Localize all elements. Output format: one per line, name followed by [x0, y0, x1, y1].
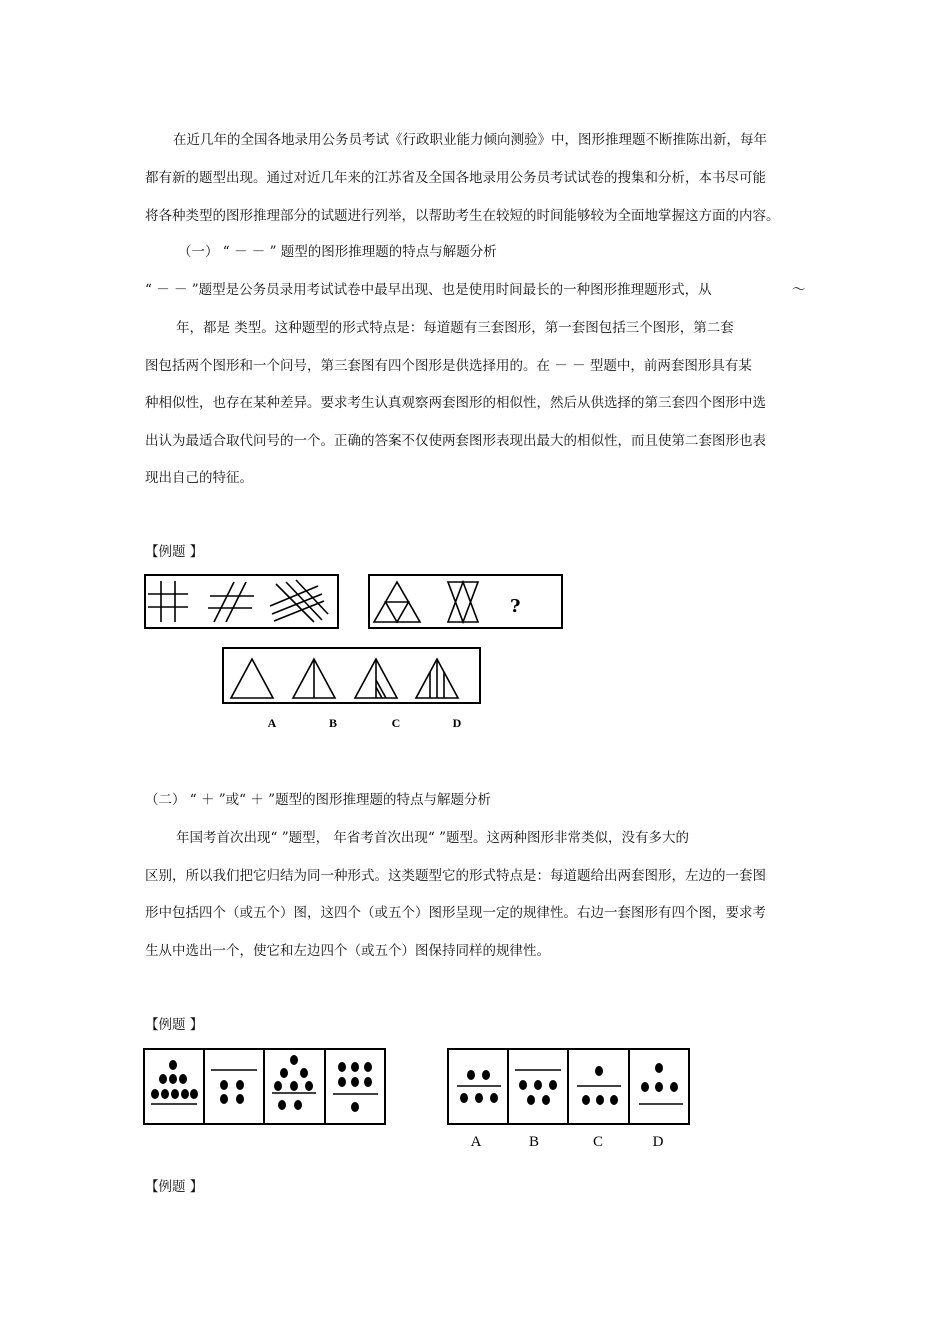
figure2-option-b-label: B	[528, 1134, 540, 1150]
panel-3-dots	[274, 1055, 313, 1091]
section1-line-3: 图包括两个图形和一个问号，第三套图有四个图形是供选择用的。在 － － 型题中，前两套图形具有某	[145, 358, 752, 374]
panel-4-dots	[338, 1062, 372, 1087]
figure2-option-d-label: D	[652, 1134, 664, 1150]
section1-line-4: 种相似性，也存在某种差异。要求考生认真观察两套图形的相似性，然后从供选择的第三套四个图形中选	[145, 395, 766, 411]
triangle-grid-shape	[374, 582, 420, 622]
option-c-dots	[582, 1095, 618, 1105]
figure1-set2	[368, 574, 564, 630]
example-label-1: 【例题 】	[145, 544, 204, 560]
option-a-triangle	[231, 659, 273, 698]
figure1-option-d-label: D	[452, 716, 462, 730]
figure2-option-a-label: A	[470, 1134, 482, 1150]
figure1-set1	[144, 574, 340, 630]
section2-heading: （二） “ ＋ ”或“ ＋ ”题型的图形推理题的特点与解题分析	[145, 792, 492, 808]
panel-4-dot-below	[351, 1102, 359, 1112]
section1-tilde: ～	[792, 282, 806, 298]
option-b-triangle	[293, 659, 335, 698]
hourglass-triangles-shape	[448, 582, 478, 622]
panel-1-dots	[151, 1060, 198, 1099]
section2-line-2: 区别，所以我们把它归结为同一种形式。这类题型它的形式特点是：每道题给出两套图形，左边的一套图	[145, 868, 766, 884]
figure2-option-c-label: C	[592, 1134, 604, 1150]
intro-line-2: 都有新的题型出现。通过对近几年来的江苏省及全国各地录用公务员考试试卷的搜集和分析，本书尽可能	[145, 170, 766, 186]
option-d-dots	[641, 1063, 678, 1092]
panel-2-dots	[220, 1080, 244, 1104]
question-mark: ?	[510, 596, 521, 617]
intro-line-1: 在近几年的全国各地录用公务员考试《行政职业能力倾向测验》中，图形推理题不断推陈出新，每年	[173, 132, 767, 148]
example-label-3: 【例题 】	[145, 1179, 204, 1195]
section2-line-3: 形中包括四个（或五个）图，这四个（或五个）图形呈现一定的规律性。右边一套图形有四个图，要求考	[145, 905, 766, 921]
figure1-option-c-label: C	[391, 716, 401, 730]
figure1-options	[222, 647, 482, 733]
intro-line-3: 将各种类型的图形推理部分的试题进行列举，以帮助考生在较短的时间能够较为全面地掌握这方面的内容。	[145, 208, 780, 224]
section2-line-1: 年国考首次出现“ ”题型， 年省考首次出现“ ”题型。这两种图形非常类似，没有多大的	[176, 830, 689, 846]
hash-shape-1	[148, 581, 188, 622]
figure1-option-a-label: A	[267, 716, 277, 730]
section1-heading: （一） “ － － ” 题型的图形推理题的特点与解题分析	[178, 244, 497, 260]
option-b-dots	[519, 1080, 557, 1105]
example-label-2: 【例题 】	[145, 1017, 204, 1033]
figure2-options	[447, 1048, 691, 1158]
section2-line-4: 生从中选出一个，使它和左边四个（或五个）图保持同样的规律性。	[145, 943, 550, 959]
hash-shape-2	[208, 582, 254, 622]
option-c-triangle	[355, 659, 397, 698]
hash-shape-3	[270, 580, 328, 622]
section1-line-1: “ － － ”题型是公务员录用考试试卷中最早出现、也是使用时间最长的一种图形推理题形式，从	[145, 282, 712, 298]
section1-line-2: 年，都是 类型。这种题型的形式特点是：每道题有三套图形，第一套图包括三个图形，第二套	[176, 320, 734, 336]
option-c-top-dot	[595, 1066, 603, 1076]
section1-line-5: 出认为最适合取代问号的一个。正确的答案不仅使两套图形表现出最大的相似性，而且使第二套图形也表	[145, 433, 766, 449]
figure2-set1	[143, 1048, 387, 1128]
section1-line-6: 现出自己的特征。	[145, 470, 253, 486]
figure1-option-b-label: B	[328, 716, 338, 730]
panel-3-dots-below	[278, 1100, 302, 1110]
option-d-triangle	[416, 659, 458, 698]
